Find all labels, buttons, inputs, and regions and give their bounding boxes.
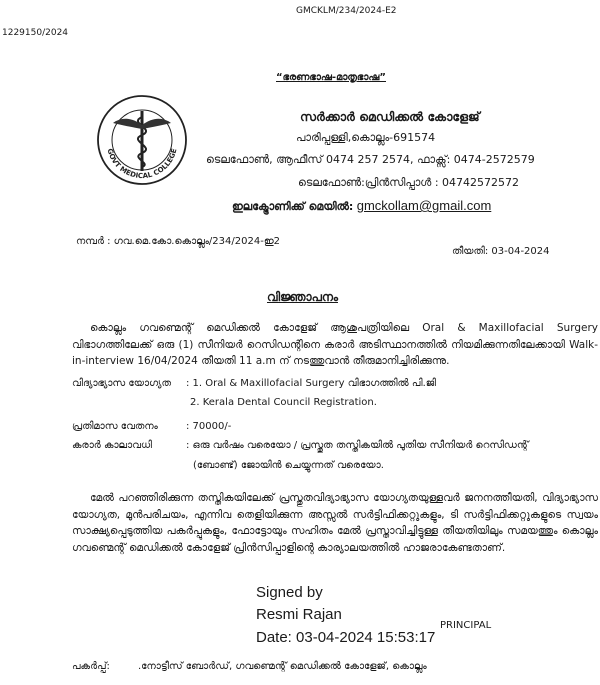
qualification-item-2: 2. Kerala Dental Council Registration. xyxy=(190,397,377,408)
document-id: 1229150/2024 xyxy=(2,28,69,38)
qualification-item-1: : 1. Oral & Maxillofacial Surgery വിഭാഗത്തിൽ പി.ജി xyxy=(186,378,436,389)
reference-number: നമ്പർ : ഗവ.മെ.കോ.കൊല്ലം/234/2024-ഇ2 xyxy=(76,236,280,247)
signatory-designation: PRINCIPAL xyxy=(440,620,492,631)
salary-label: പ്രതിമാസ വേതനം xyxy=(72,421,158,432)
institution-name: സർക്കാർ മെഡിക്കൽ കോളേജ് xyxy=(300,109,480,124)
copy-to-value: .നോട്ടീസ് ബോർഡ്, ഗവണ്മെന്റ് മെഡിക്കൽ കോളേജ്, കൊല്ലം xyxy=(138,661,427,672)
signatory-name: Resmi Rajan xyxy=(256,606,342,623)
contract-period-value-2: (ബോണ്ട്) ജോയിൻ ചെയ്യുന്നത് വരെയോ. xyxy=(193,460,384,471)
copy-to-label: പകർപ്പ്: xyxy=(72,661,110,672)
principal-phone: ടെലഫോൺ:പ്രിൻസിപ്പാൾ : 04742572572 xyxy=(298,176,520,189)
signed-by-label: Signed by xyxy=(256,584,323,601)
logo-text: GOVT MEDICAL COLLEGE xyxy=(105,147,179,181)
contract-period-label: കരാർ കാലാവധി xyxy=(72,440,152,451)
email-row xyxy=(232,198,491,214)
email-label: ഇലക്ട്രോണിക്ക് മെയിൽ: xyxy=(232,200,354,213)
body-paragraph-1: കൊല്ലം ഗവണ്മെന്റ് മെഡിക്കൽ കോളേജ് ആശുപത്രിയിലെ Oral & Maxillofacial Surgery വിഭാഗത്തിലേക്ക് ഒരു (1) സീനിയർ റെസിഡന്റിനെ കരാർ അടിസ്ഥാനത്തിൽ നിയമിക്കുന്നതിലേക്കായി Walk-in-interview 16/04/2024 തീയതി 11 a.m ന് നടത്തുവാൻ തീരുമാനിച്ചിരിക്കുന്നു. xyxy=(72,322,598,367)
college-emblem-logo xyxy=(95,93,189,187)
contract-period-value-1: : ഒരു വർഷം വരെയോ / പ്രസ്തുത തസ്തികയിൽ പുതിയ സീനിയർ റെസിഡന്റ് xyxy=(186,440,529,451)
file-number: GMCKLM/234/2024-E2 xyxy=(296,6,397,16)
qualification-label: വിദ്യാഭ്യാസ യോഗ്യത xyxy=(72,378,172,389)
body-paragraph-2: മേൽ പറഞ്ഞിരിക്കുന്ന തസ്തികയിലേക്ക് പ്രസ്തുതവിദ്യാഭ്യാസ യോഗ്യതയുള്ളവർ ജനനത്തീയതി, വിദ്യാഭ്യാസ യോഗ്യത, മുൻപരിചയം, എന്നിവ തെളിയിക്കുന്ന അസ്സൽ സർട്ടിഫിക്കറ്റുകളും, ടി സർട്ടിഫിക്കറ്റുകളുടെ സ്വയം സാക്ഷ്യപ്പെടുത്തിയ പകർപ്പുകളും, ഫോട്ടോയും സഹിതം മേൽ പ്രസ്താവിച്ചിട്ടുള്ള തീയതിയിലും സമയത്തും കൊല്ലം ഗവണ്മെന്റ് മെഡിക്കൽ കോളേജ് പ്രിൻസിപ്പാളിന്റെ കാര്യാലയത്തിൽ ഹാജരാകേണ്ടതാണ്. xyxy=(72,492,598,554)
issue-date: തീയതി: 03-04-2024 xyxy=(452,246,550,257)
institution-address: പാരിപ്പള്ളി,കൊല്ലം-691574 xyxy=(296,131,436,144)
phone-line: ടെലഫോൺ, ആഫീസ് 0474 257 2574, ഫാക്സ്: 0474-2572579 xyxy=(206,153,535,166)
salary-value: : 70000/- xyxy=(186,421,232,432)
notification-heading: വിജ്ഞാപനം xyxy=(267,290,338,304)
email-link[interactable]: gmckollam@gmail.com xyxy=(356,198,492,213)
signature-timestamp: Date: 03-04-2024 15:53:17 xyxy=(256,629,436,646)
motto: “ഭരണഭാഷ-മാതൃഭാഷ” xyxy=(276,72,386,83)
